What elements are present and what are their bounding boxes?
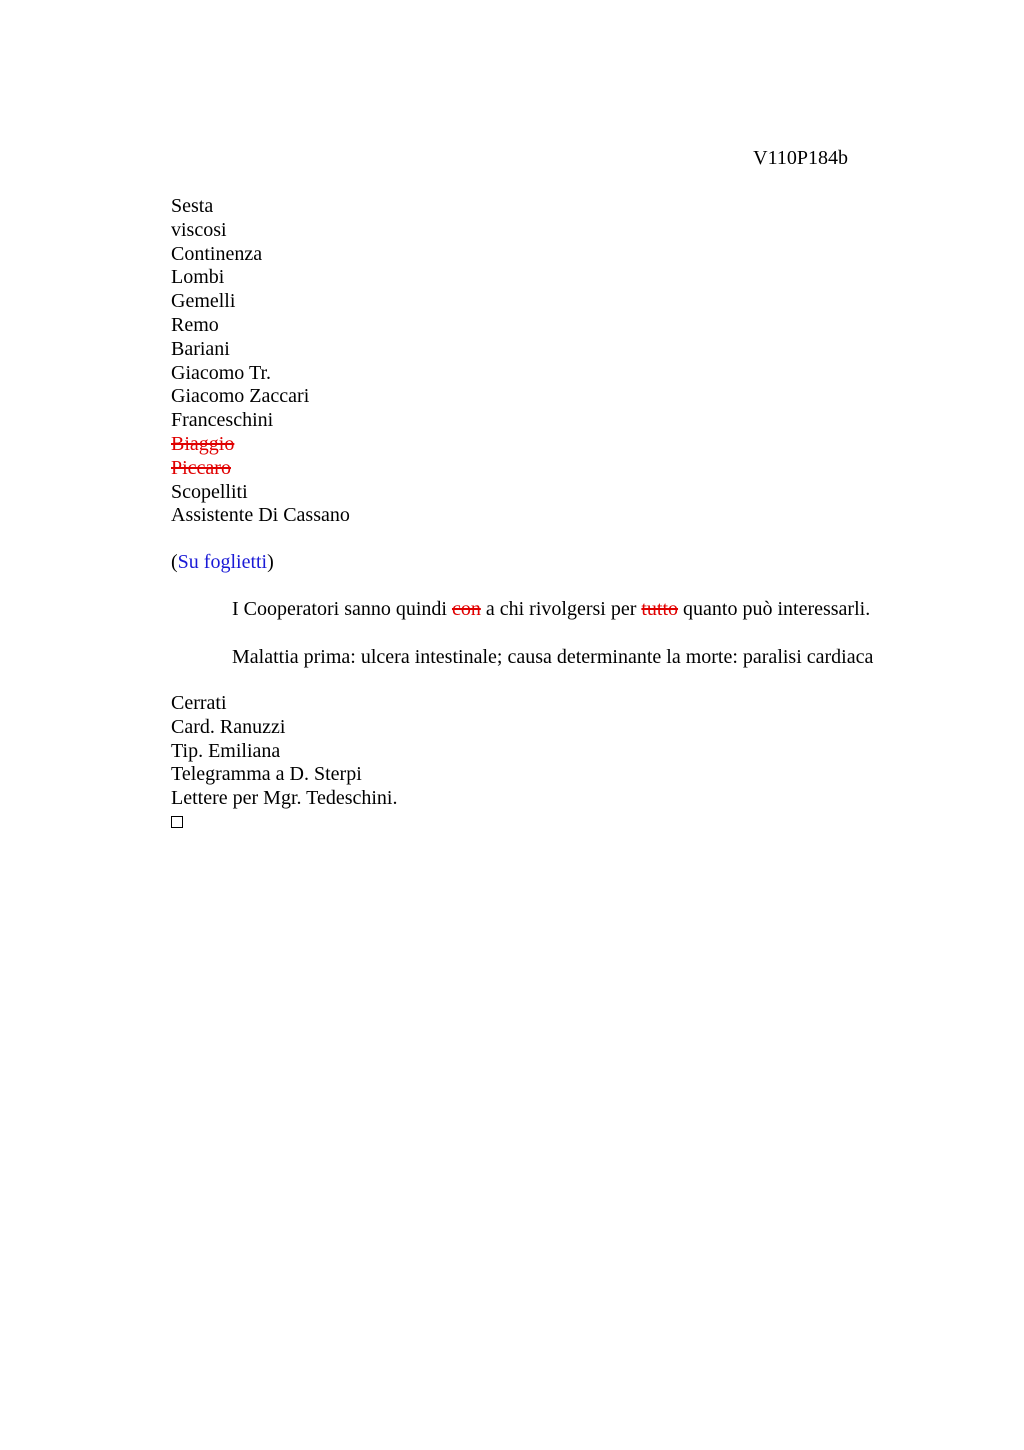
list-item: Franceschini: [171, 409, 274, 432]
list-item: Giacomo Tr.: [171, 361, 272, 384]
list-item: Scopelliti: [171, 480, 248, 503]
names-list-2: [171, 692, 397, 835]
list-item-struck: Biaggio: [171, 432, 235, 455]
paragraph-text: I Cooperatori sanno quindi: [232, 598, 452, 620]
note-open-paren: (: [171, 551, 178, 573]
list-item: Continenza: [171, 242, 263, 265]
list-item: Sesta: [171, 195, 214, 217]
list-item: Lombi: [171, 266, 225, 289]
struck-word: tutto: [641, 598, 679, 620]
names-list: [171, 195, 350, 528]
list-item: Cerrati: [171, 692, 227, 714]
empty-square-icon: [171, 816, 183, 828]
list-item: Lettere per Mgr. Tedeschini.: [171, 787, 398, 810]
list-item: Giacomo Zaccari: [171, 385, 310, 408]
note: [171, 550, 274, 574]
list-item: Bariani: [171, 337, 230, 360]
struck-word: con: [451, 598, 481, 620]
paragraph-cooperatori: [232, 597, 870, 621]
paragraph-text: a chi rivolgersi per: [480, 598, 642, 620]
note-close-paren: ): [267, 551, 274, 573]
list-item: Tip. Emiliana: [171, 739, 281, 762]
list-item: Assistente Di Cassano: [171, 504, 350, 527]
paragraph-malattia: Malattia prima: ulcera intestinale; causa determinante la morte: paralisi cardiaca: [232, 646, 874, 668]
list-item: Gemelli: [171, 290, 236, 313]
note-text: Su foglietti: [177, 551, 268, 573]
page-id: V110P184b: [753, 147, 848, 169]
paragraph-text: quanto può interessarli.: [678, 598, 871, 620]
list-item: viscosi: [171, 218, 227, 241]
list-item: Telegramma a D. Sterpi: [171, 763, 362, 786]
list-item: Card. Ranuzzi: [171, 715, 286, 738]
list-item: Remo: [171, 313, 219, 336]
list-item-struck: Piccaro: [171, 456, 231, 479]
checkbox-line: [171, 811, 397, 835]
